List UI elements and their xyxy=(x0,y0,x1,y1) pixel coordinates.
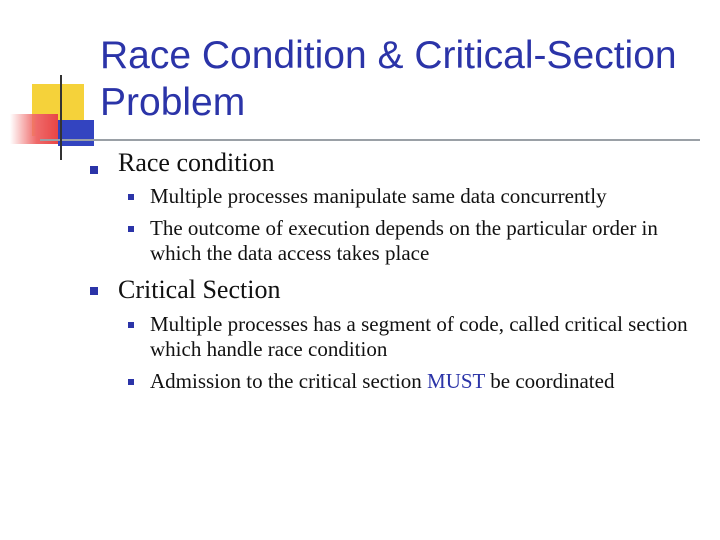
section-heading-critical-section: Critical Section xyxy=(118,275,281,304)
square-bullet-icon xyxy=(128,194,134,200)
list-item-text-before: Admission to the critical section xyxy=(150,369,428,393)
square-bullet-icon xyxy=(128,226,134,232)
square-bullet-icon xyxy=(90,287,98,295)
square-bullet-icon xyxy=(90,166,98,174)
list-item xyxy=(150,369,710,394)
list-item: Multiple processes manipulate same data concurrently xyxy=(150,184,607,208)
section-heading-race-condition: Race condition xyxy=(118,148,275,177)
list-item: The outcome of execution depends on the particular order in which the data access takes place xyxy=(150,216,658,265)
slide-title: Race Condition & Critical-Section Problem xyxy=(100,34,677,124)
list-item: Multiple processes has a segment of code, called critical section which handle race condition xyxy=(150,312,688,361)
emphasis-must: MUST xyxy=(427,369,485,393)
list-item-text-after: be coordinated xyxy=(485,369,615,393)
square-bullet-icon xyxy=(128,379,134,385)
square-bullet-icon xyxy=(128,322,134,328)
